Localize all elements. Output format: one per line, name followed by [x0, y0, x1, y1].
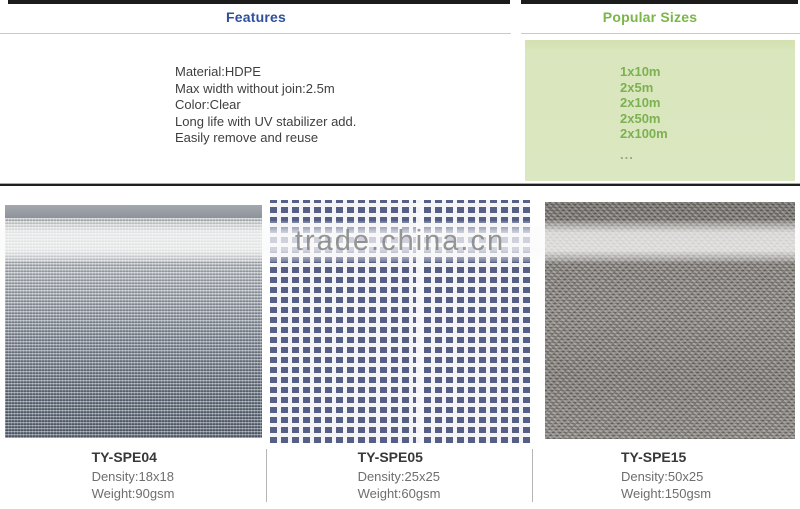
product-label-group [0, 449, 266, 502]
section-divider [0, 183, 800, 186]
feature-line: Max width without join:2.5m [175, 80, 335, 96]
size-item: 2x5m [620, 79, 654, 95]
photo-top-strip [5, 205, 262, 218]
top-bar-left [8, 0, 510, 4]
popular-sizes-title: Popular Sizes [602, 9, 698, 25]
label-divider [532, 449, 533, 502]
product-weight: Weight:90gsm [91, 485, 175, 501]
product-density: Density:50x25 [620, 469, 704, 484]
feature-line: Color:Clear [175, 97, 241, 112]
product-model: TY-SPE04 [91, 449, 157, 465]
size-item: 1x10m [620, 64, 661, 79]
feature-line: Material:HDPE [175, 64, 261, 79]
sizes-ellipsis: ... [620, 146, 634, 162]
sizes-underline [521, 33, 800, 34]
product-labels-row [0, 448, 800, 509]
product-weight: Weight:60gsm [357, 485, 441, 501]
features-list [175, 64, 356, 147]
popular-sizes-box [525, 40, 795, 181]
product-density: Density:25x25 [357, 469, 440, 484]
features-title: Features [226, 9, 286, 25]
product-density: Density:18x18 [91, 469, 174, 484]
size-item: 2x10m [620, 95, 661, 110]
product-weight: Weight:150gsm [620, 485, 712, 501]
size-item: 2x100m [620, 126, 668, 141]
product-model: TY-SPE05 [357, 449, 423, 465]
product-images-row [0, 200, 800, 443]
product-label-group [266, 449, 532, 502]
features-underline [0, 33, 511, 34]
product-model: TY-SPE15 [620, 449, 687, 465]
size-item: 2x50m [620, 110, 661, 126]
watermark-text: trade.china.cn [294, 225, 506, 257]
label-divider [266, 449, 267, 502]
feature-line: Easily remove and reuse [175, 130, 319, 145]
watermark-band [0, 221, 800, 262]
feature-line: Long life with UV stabilizer add. [175, 113, 357, 129]
product-label-group [532, 449, 800, 502]
top-bar-right [521, 0, 798, 4]
